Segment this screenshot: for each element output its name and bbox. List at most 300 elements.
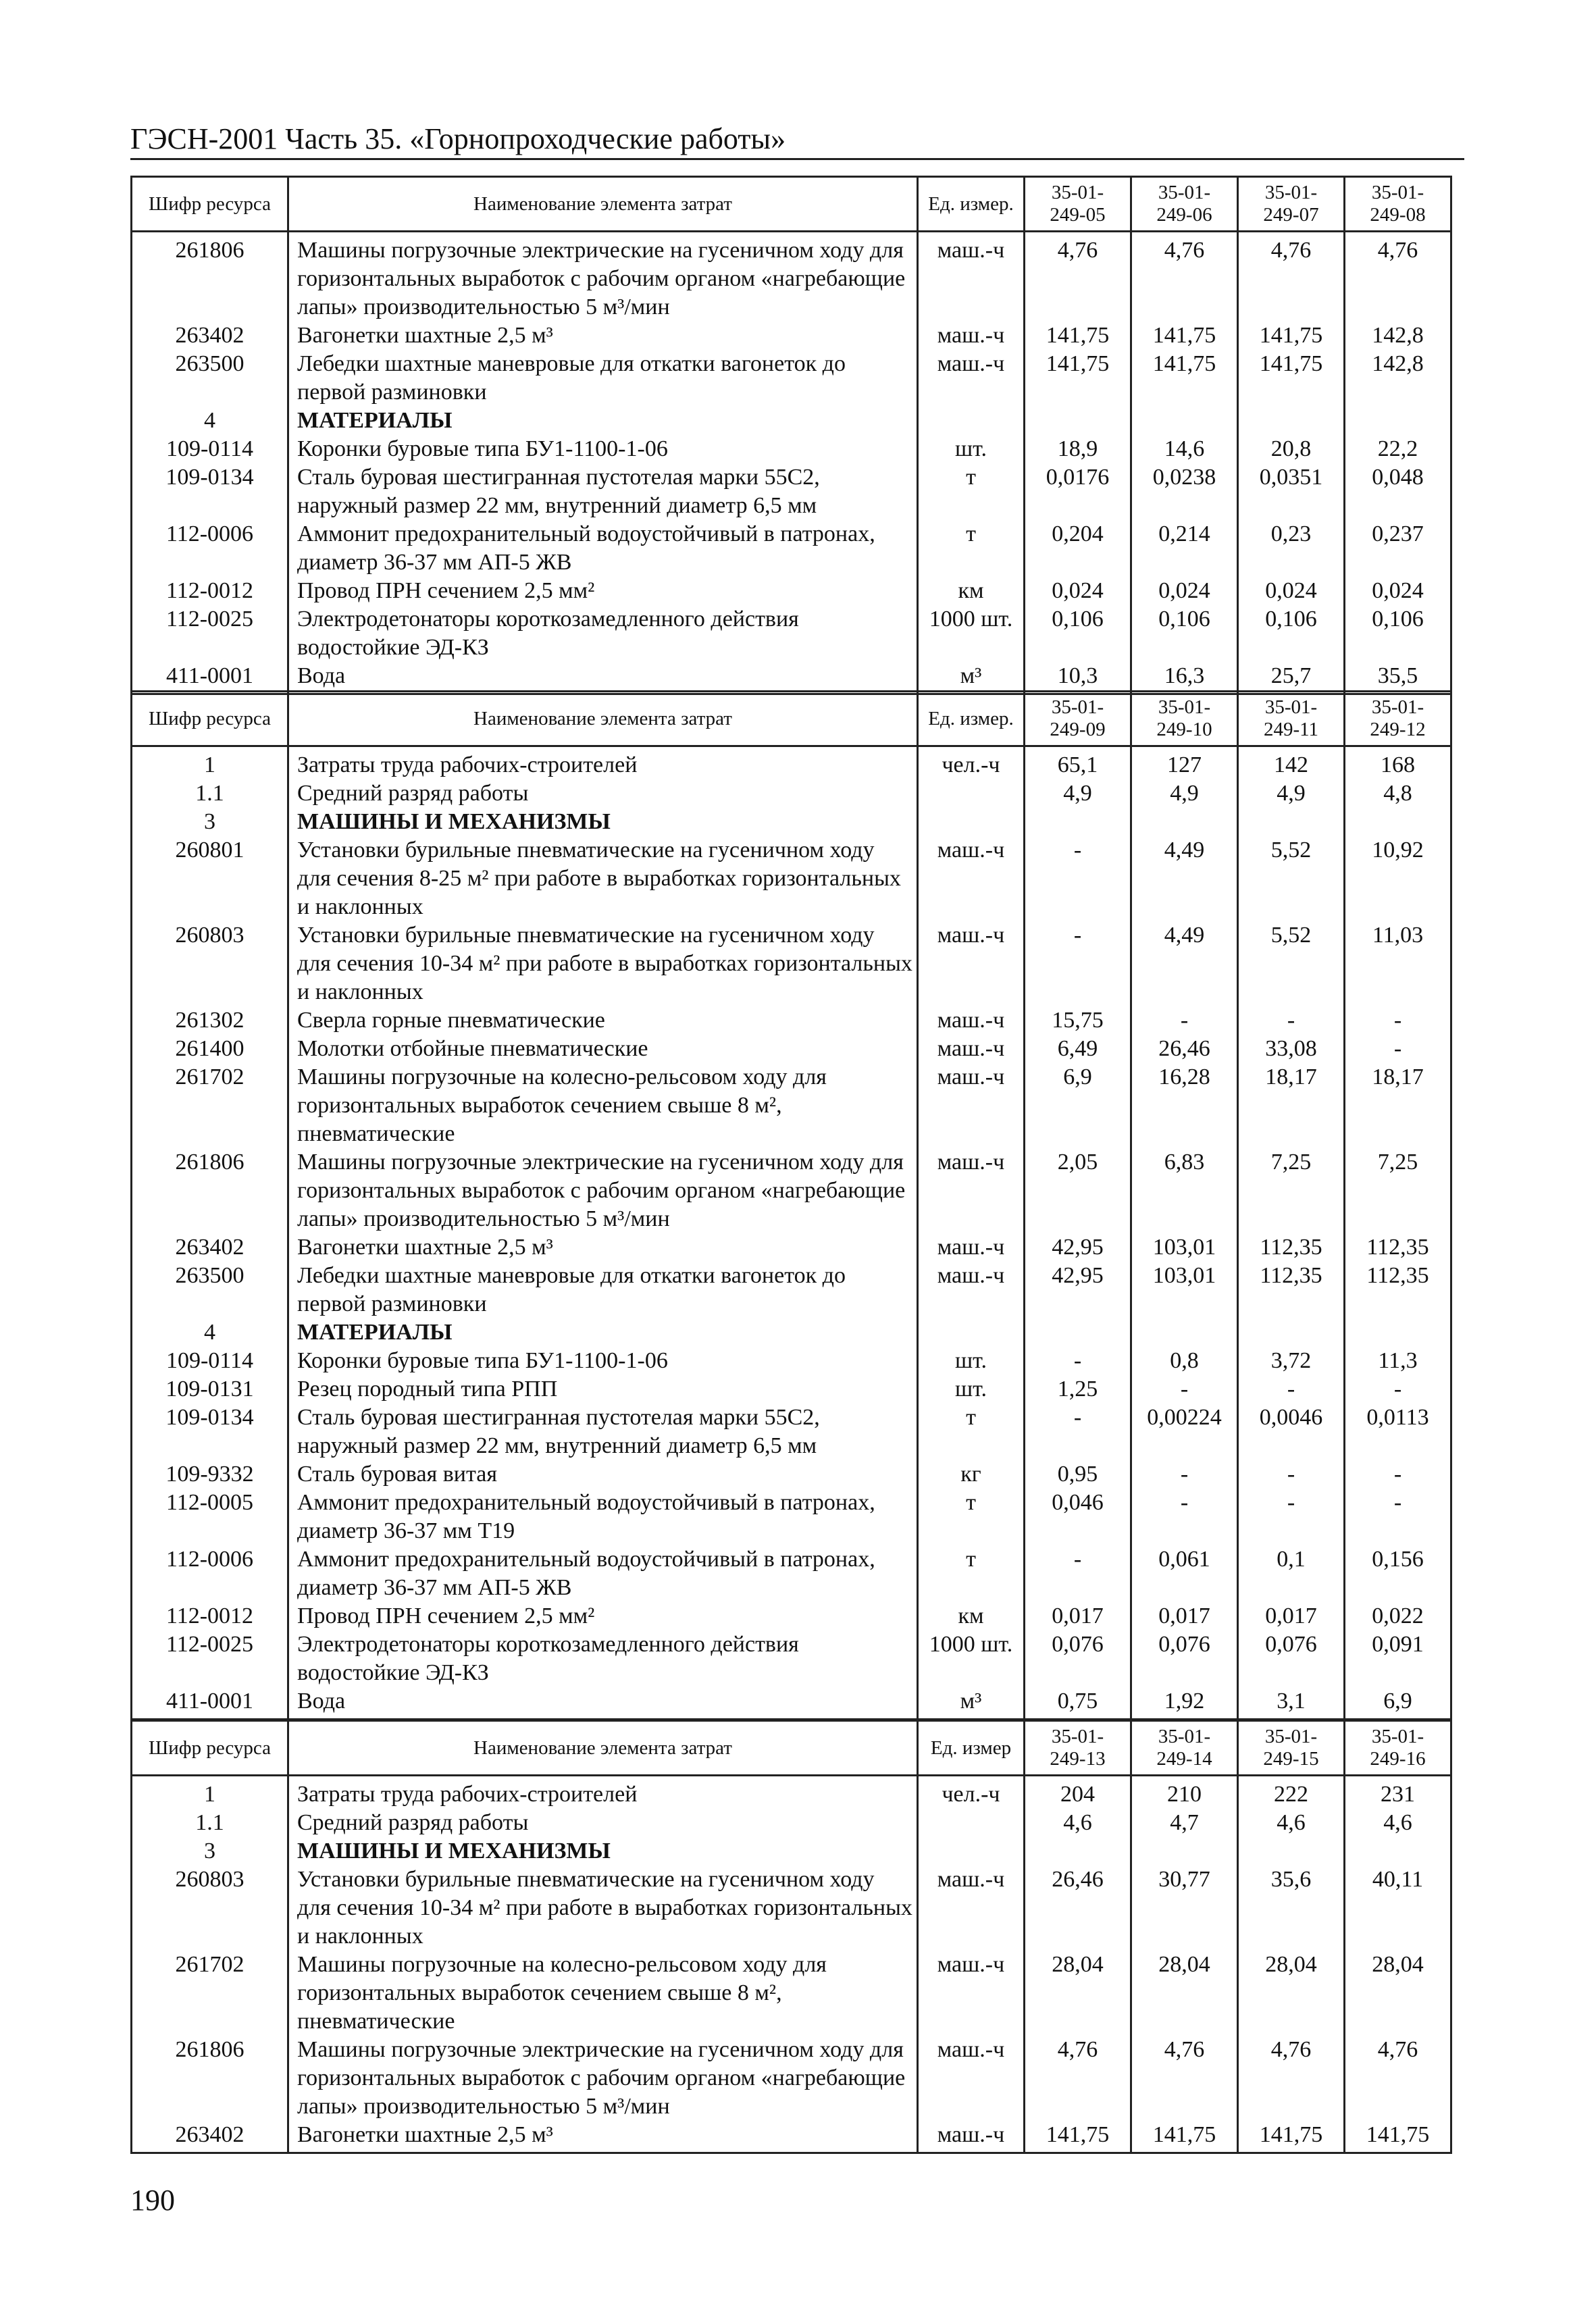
resource-value: 35,6 (1238, 1866, 1345, 1951)
resource-value: 4,9 (1238, 779, 1345, 808)
resource-value: - (1345, 1035, 1451, 1063)
resource-value: 0,23 (1238, 520, 1345, 577)
resource-unit: маш.-ч (918, 350, 1025, 407)
resource-value: - (1025, 1404, 1131, 1460)
resource-code: 112-0012 (132, 1602, 288, 1630)
resource-unit: чел.-ч (918, 746, 1025, 780)
resource-value: 0,00224 (1131, 1404, 1238, 1460)
resource-name: Аммонит предохранительный водоустойчивый в патронах, диаметр 36-37 мм АП-5 ЖВ (288, 520, 918, 577)
resource-value: 0,022 (1345, 1602, 1451, 1630)
resource-value (1131, 407, 1238, 435)
resource-value: 4,76 (1345, 2036, 1451, 2121)
resource-unit: чел.-ч (918, 1776, 1025, 1809)
resource-code: 1 (132, 1776, 288, 1809)
resource-unit: км (918, 1602, 1025, 1630)
resource-value: 28,04 (1025, 1951, 1131, 2036)
header-name: Наименование элемента затрат (288, 692, 918, 746)
table-body (132, 232, 1451, 694)
resource-value: 4,7 (1131, 1809, 1238, 1837)
resource-value: 16,3 (1131, 662, 1238, 694)
resource-value: 112,35 (1238, 1233, 1345, 1262)
resource-value (1025, 808, 1131, 836)
resource-row (132, 322, 1451, 350)
resource-name: Затраты труда рабочих-строителей (288, 746, 918, 780)
resource-row (132, 350, 1451, 407)
resource-unit (918, 1318, 1025, 1347)
resource-code: 109-0134 (132, 1404, 288, 1460)
header-name: Наименование элемента затрат (288, 177, 918, 232)
resource-row (132, 779, 1451, 808)
section-row (132, 1318, 1451, 1347)
resource-value: - (1131, 1375, 1238, 1404)
resource-row (132, 662, 1451, 694)
header-code: Шифр ресурса (132, 177, 288, 232)
resource-value: 4,76 (1345, 232, 1451, 322)
resource-code: 1.1 (132, 1809, 288, 1837)
resource-code: 261400 (132, 1035, 288, 1063)
resource-code: 112-0025 (132, 605, 288, 662)
resource-value: 4,76 (1025, 232, 1131, 322)
resource-unit: т (918, 520, 1025, 577)
resource-value: 18,17 (1345, 1063, 1451, 1148)
resource-row (132, 1602, 1451, 1630)
resource-row (132, 1063, 1451, 1148)
resource-value: 0,204 (1025, 520, 1131, 577)
resource-value: 1,92 (1131, 1687, 1238, 1720)
resource-code: 3 (132, 1837, 288, 1866)
resource-value (1345, 1837, 1451, 1866)
resource-value: 0,024 (1238, 577, 1345, 605)
resource-value: 28,04 (1238, 1951, 1345, 2036)
resource-code: 3 (132, 808, 288, 836)
resource-value: 4,76 (1131, 2036, 1238, 2121)
resource-code: 260801 (132, 836, 288, 921)
resource-row (132, 1866, 1451, 1951)
resource-value (1025, 1318, 1131, 1347)
resource-row (132, 1630, 1451, 1687)
resource-value: 0,237 (1345, 520, 1451, 577)
resource-unit: маш.-ч (918, 921, 1025, 1006)
resource-name: МАШИНЫ И МЕХАНИЗМЫ (288, 1837, 918, 1866)
table-head (132, 692, 1451, 746)
header-code: Шифр ресурса (132, 1721, 288, 1776)
resource-row (132, 2121, 1451, 2153)
header-norm-code: 35-01- 249-15 (1238, 1721, 1345, 1776)
resource-value: 35,5 (1345, 662, 1451, 694)
resource-unit: маш.-ч (918, 1063, 1025, 1148)
resource-value: 0,076 (1025, 1630, 1131, 1687)
resource-value: 103,01 (1131, 1262, 1238, 1318)
resource-name: Коронки буровые типа БУ1-1100-1-06 (288, 1347, 918, 1375)
resource-value: 0,0176 (1025, 463, 1131, 520)
resource-value: 65,1 (1025, 746, 1131, 780)
resource-value: 103,01 (1131, 1233, 1238, 1262)
resource-table-3 (130, 1720, 1452, 2154)
header-row (132, 692, 1451, 746)
header-rule (130, 158, 1464, 160)
resource-row (132, 2036, 1451, 2121)
resource-name: МАТЕРИАЛЫ (288, 1318, 918, 1347)
resource-code: 263500 (132, 1262, 288, 1318)
resource-unit: маш.-ч (918, 2036, 1025, 2121)
resource-value: 0,017 (1238, 1602, 1345, 1630)
table-head (132, 1721, 1451, 1776)
resource-value: 33,08 (1238, 1035, 1345, 1063)
resource-value: 0,091 (1345, 1630, 1451, 1687)
resource-name: Лебедки шахтные маневровые для откатки вагонеток до первой разминовки (288, 1262, 918, 1318)
resource-code: 1 (132, 746, 288, 780)
resource-unit: маш.-ч (918, 1262, 1025, 1318)
resource-code: 112-0025 (132, 1630, 288, 1687)
resource-row (132, 1687, 1451, 1720)
header-unit: Ед. измер. (918, 692, 1025, 746)
resource-value: 4,9 (1025, 779, 1131, 808)
resource-value: - (1131, 1489, 1238, 1545)
header-norm-code: 35-01- 249-12 (1345, 692, 1451, 746)
resource-code: 260803 (132, 1866, 288, 1951)
resource-name: Вода (288, 662, 918, 694)
resource-value: 141,75 (1025, 322, 1131, 350)
resource-name: Установки бурильные пневматические на гусеничном ходу для сечения 10-34 м² при работе в выработках горизонтальных и наклонных (288, 921, 918, 1006)
resource-value: 0,106 (1238, 605, 1345, 662)
resource-row (132, 746, 1451, 780)
resource-value: 4,6 (1345, 1809, 1451, 1837)
resource-name: Средний разряд работы (288, 1809, 918, 1837)
resource-value: 141,75 (1238, 322, 1345, 350)
resource-value: 0,0238 (1131, 463, 1238, 520)
resource-row (132, 836, 1451, 921)
resource-value: 28,04 (1131, 1951, 1238, 2036)
resource-value: 0,8 (1131, 1347, 1238, 1375)
resource-value: 4,49 (1131, 921, 1238, 1006)
resource-value: 141,75 (1238, 350, 1345, 407)
resource-unit: маш.-ч (918, 322, 1025, 350)
resource-code: 263402 (132, 1233, 288, 1262)
resource-row (132, 1148, 1451, 1233)
resource-value: 231 (1345, 1776, 1451, 1809)
resource-value: 1,25 (1025, 1375, 1131, 1404)
resource-row (132, 1809, 1451, 1837)
resource-value: 0,048 (1345, 463, 1451, 520)
resource-value: 4,76 (1131, 232, 1238, 322)
resource-name: Установки бурильные пневматические на гусеничном ходу для сечения 10-34 м² при работе в выработках горизонтальных и наклонных (288, 1866, 918, 1951)
resource-name: Резец породный типа РПП (288, 1375, 918, 1404)
resource-name: Вагонетки шахтные 2,5 м³ (288, 2121, 918, 2153)
resource-name: Сталь буровая шестигранная пустотелая марки 55С2, наружный размер 22 мм, внутренний диаметр 6,5 мм (288, 463, 918, 520)
resource-unit (918, 1809, 1025, 1837)
resource-value: 5,52 (1238, 836, 1345, 921)
resource-value: 0,017 (1131, 1602, 1238, 1630)
resource-value: 18,9 (1025, 435, 1131, 463)
resource-code: 263402 (132, 322, 288, 350)
resource-code: 112-0006 (132, 1545, 288, 1602)
resource-value: 210 (1131, 1776, 1238, 1809)
resource-code: 261806 (132, 232, 288, 322)
resource-unit (918, 808, 1025, 836)
resource-value: 42,95 (1025, 1233, 1131, 1262)
resource-name: Машины погрузочные на колесно-рельсовом ходу для горизонтальных выработок сечением свыше 8 м², пневматические (288, 1951, 918, 2036)
resource-name: Сталь буровая шестигранная пустотелая марки 55С2, наружный размер 22 мм, внутренний диаметр 6,5 мм (288, 1404, 918, 1460)
resource-unit: м³ (918, 662, 1025, 694)
resource-code: 109-0114 (132, 435, 288, 463)
resource-name: Затраты труда рабочих-строителей (288, 1776, 918, 1809)
resource-value: 5,52 (1238, 921, 1345, 1006)
resource-code: 4 (132, 1318, 288, 1347)
resource-unit: т (918, 1404, 1025, 1460)
resource-value: 4,6 (1025, 1809, 1131, 1837)
resource-name: МАШИНЫ И МЕХАНИЗМЫ (288, 808, 918, 836)
resource-value: 112,35 (1345, 1262, 1451, 1318)
resource-value: 0,0113 (1345, 1404, 1451, 1460)
resource-code: 112-0005 (132, 1489, 288, 1545)
resource-value: - (1025, 1347, 1131, 1375)
resource-row (132, 1404, 1451, 1460)
resource-value (1345, 1318, 1451, 1347)
resource-value: - (1131, 1460, 1238, 1489)
resource-name: Машины погрузочные электрические на гусеничном ходу для горизонтальных выработок с рабочим органом «нагребающие лапы» производительностью 5 м³/мин (288, 232, 918, 322)
resource-value: 4,76 (1025, 2036, 1131, 2121)
resource-value (1131, 808, 1238, 836)
resource-value: 18,17 (1238, 1063, 1345, 1148)
resource-value (1345, 808, 1451, 836)
resource-row (132, 1489, 1451, 1545)
resource-value (1025, 407, 1131, 435)
resource-value: 0,017 (1025, 1602, 1131, 1630)
header-norm-code: 35-01- 249-14 (1131, 1721, 1238, 1776)
resource-name: Машины погрузочные электрические на гусеничном ходу для горизонтальных выработок с рабочим органом «нагребающие лапы» производительностью 5 м³/мин (288, 2036, 918, 2121)
header-norm-code: 35-01- 249-09 (1025, 692, 1131, 746)
resource-row (132, 232, 1451, 322)
resource-value: 222 (1238, 1776, 1345, 1809)
resource-unit: т (918, 463, 1025, 520)
resource-code: 263500 (132, 350, 288, 407)
resource-code: 112-0012 (132, 577, 288, 605)
header-norm-code: 35-01- 249-06 (1131, 177, 1238, 232)
header-norm-code: 35-01- 249-10 (1131, 692, 1238, 746)
resource-value: 141,75 (1238, 2121, 1345, 2153)
resource-value: 0,1 (1238, 1545, 1345, 1602)
resource-unit: маш.-ч (918, 232, 1025, 322)
resource-value: 0,076 (1131, 1630, 1238, 1687)
resource-value: 10,92 (1345, 836, 1451, 921)
resource-value: 142 (1238, 746, 1345, 780)
resource-value: 4,9 (1131, 779, 1238, 808)
resource-value: 0,95 (1025, 1460, 1131, 1489)
resource-name: Машины погрузочные на колесно-рельсовом ходу для горизонтальных выработок сечением свыше 8 м², пневматические (288, 1063, 918, 1148)
resource-value: 11,3 (1345, 1347, 1451, 1375)
resource-value: 0,024 (1345, 577, 1451, 605)
resource-value: 3,72 (1238, 1347, 1345, 1375)
resource-code: 1.1 (132, 779, 288, 808)
resource-value: 0,024 (1025, 577, 1131, 605)
header-norm-code: 35-01- 249-11 (1238, 692, 1345, 746)
resource-code: 261702 (132, 1951, 288, 2036)
resource-name: Аммонит предохранительный водоустойчивый в патронах, диаметр 36-37 мм Т19 (288, 1489, 918, 1545)
resource-name: Вагонетки шахтные 2,5 м³ (288, 1233, 918, 1262)
header-unit: Ед. измер (918, 1721, 1025, 1776)
table-body (132, 746, 1451, 1720)
resource-value: 204 (1025, 1776, 1131, 1809)
resource-value: 141,75 (1131, 322, 1238, 350)
resource-unit: маш.-ч (918, 1233, 1025, 1262)
resource-unit: шт. (918, 435, 1025, 463)
resource-value: - (1025, 836, 1131, 921)
resource-name: Коронки буровые типа БУ1-1100-1-06 (288, 435, 918, 463)
resource-code: 411-0001 (132, 662, 288, 694)
resource-value (1238, 1837, 1345, 1866)
resource-name: МАТЕРИАЛЫ (288, 407, 918, 435)
resource-unit: 1000 шт. (918, 1630, 1025, 1687)
resource-name: Установки бурильные пневматические на гусеничном ходу для сечения 8-25 м² при работе в выработках горизонтальных и наклонных (288, 836, 918, 921)
resource-name: Средний разряд работы (288, 779, 918, 808)
resource-value: 10,3 (1025, 662, 1131, 694)
resource-value: 26,46 (1131, 1035, 1238, 1063)
resource-value (1345, 407, 1451, 435)
resource-value: 26,46 (1025, 1866, 1131, 1951)
resource-value (1025, 1837, 1131, 1866)
resource-table-2 (130, 690, 1452, 1720)
resource-name: Провод ПРН сечением 2,5 мм² (288, 1602, 918, 1630)
resource-code: 4 (132, 407, 288, 435)
resource-unit: т (918, 1545, 1025, 1602)
resource-unit: маш.-ч (918, 836, 1025, 921)
header-unit: Ед. измер. (918, 177, 1025, 232)
resource-code: 261702 (132, 1063, 288, 1148)
resource-value: - (1238, 1006, 1345, 1035)
resource-code: 109-9332 (132, 1460, 288, 1489)
resource-value: 7,25 (1238, 1148, 1345, 1233)
resource-unit: км (918, 577, 1025, 605)
resource-value: - (1345, 1460, 1451, 1489)
resource-value: 112,35 (1345, 1233, 1451, 1262)
resource-unit: маш.-ч (918, 1035, 1025, 1063)
resource-unit (918, 779, 1025, 808)
resource-name: Сталь буровая витая (288, 1460, 918, 1489)
header-norm-code: 35-01- 249-05 (1025, 177, 1131, 232)
resource-value: 15,75 (1025, 1006, 1131, 1035)
resource-value: 142,8 (1345, 350, 1451, 407)
resource-unit: м³ (918, 1687, 1025, 1720)
resource-value: 0,046 (1025, 1489, 1131, 1545)
resource-value: 0,156 (1345, 1545, 1451, 1602)
resource-value: 0,0351 (1238, 463, 1345, 520)
resource-value: 141,75 (1131, 2121, 1238, 2153)
resource-value: 42,95 (1025, 1262, 1131, 1318)
resource-unit: т (918, 1489, 1025, 1545)
resource-code: 261806 (132, 2036, 288, 2121)
resource-name: Молотки отбойные пневматические (288, 1035, 918, 1063)
resource-name: Вода (288, 1687, 918, 1720)
header-code: Шифр ресурса (132, 692, 288, 746)
table-head (132, 177, 1451, 232)
resource-value: 28,04 (1345, 1951, 1451, 2036)
resource-value: 0,024 (1131, 577, 1238, 605)
resource-code: 109-0131 (132, 1375, 288, 1404)
resource-unit: маш.-ч (918, 2121, 1025, 2153)
resource-code: 109-0134 (132, 463, 288, 520)
resource-value: 16,28 (1131, 1063, 1238, 1148)
resource-value: 22,2 (1345, 435, 1451, 463)
resource-value: 141,75 (1025, 350, 1131, 407)
resource-name: Аммонит предохранительный водоустойчивый в патронах, диаметр 36-37 мм АП-5 ЖВ (288, 1545, 918, 1602)
resource-value: 0,076 (1238, 1630, 1345, 1687)
resource-name: Сверла горные пневматические (288, 1006, 918, 1035)
resource-name: Вагонетки шахтные 2,5 м³ (288, 322, 918, 350)
resource-code: 260803 (132, 921, 288, 1006)
resource-value: 4,49 (1131, 836, 1238, 921)
resource-row (132, 1375, 1451, 1404)
resource-value: 141,75 (1131, 350, 1238, 407)
resource-row (132, 1006, 1451, 1035)
header-norm-code: 35-01- 249-08 (1345, 177, 1451, 232)
resource-value: 0,106 (1131, 605, 1238, 662)
resource-unit: 1000 шт. (918, 605, 1025, 662)
resource-value (1238, 407, 1345, 435)
resource-row (132, 1262, 1451, 1318)
resource-value: 14,6 (1131, 435, 1238, 463)
resource-value: 40,11 (1345, 1866, 1451, 1951)
resource-table-1 (130, 176, 1452, 695)
resource-name: Лебедки шахтные маневровые для откатки вагонеток до первой разминовки (288, 350, 918, 407)
resource-value: - (1238, 1489, 1345, 1545)
section-row (132, 808, 1451, 836)
resource-value: 25,7 (1238, 662, 1345, 694)
resource-value: 168 (1345, 746, 1451, 780)
resource-value (1131, 1837, 1238, 1866)
resource-value: 142,8 (1345, 322, 1451, 350)
resource-value: 20,8 (1238, 435, 1345, 463)
resource-unit (918, 1837, 1025, 1866)
resource-value: - (1131, 1006, 1238, 1035)
resource-row (132, 1035, 1451, 1063)
resource-value: 2,05 (1025, 1148, 1131, 1233)
resource-unit: шт. (918, 1347, 1025, 1375)
resource-row (132, 1233, 1451, 1262)
resource-value: 0,061 (1131, 1545, 1238, 1602)
resource-value: - (1025, 921, 1131, 1006)
resource-row (132, 1776, 1451, 1809)
resource-code: 261302 (132, 1006, 288, 1035)
resource-value: 4,76 (1238, 2036, 1345, 2121)
resource-value: - (1345, 1006, 1451, 1035)
resource-value: 0,75 (1025, 1687, 1131, 1720)
resource-row (132, 463, 1451, 520)
resource-name: Электродетонаторы короткозамедленного действия водостойкие ЭД-КЗ (288, 605, 918, 662)
resource-name: Провод ПРН сечением 2,5 мм² (288, 577, 918, 605)
resource-row (132, 1545, 1451, 1602)
resource-unit: маш.-ч (918, 1006, 1025, 1035)
resource-value (1238, 808, 1345, 836)
resource-code: 109-0114 (132, 1347, 288, 1375)
resource-value: 127 (1131, 746, 1238, 780)
resource-value: - (1345, 1375, 1451, 1404)
resource-name: Машины погрузочные электрические на гусеничном ходу для горизонтальных выработок с рабочим органом «нагребающие лапы» производительностью 5 м³/мин (288, 1148, 918, 1233)
resource-value: 0,214 (1131, 520, 1238, 577)
header-norm-code: 35-01- 249-16 (1345, 1721, 1451, 1776)
header-name: Наименование элемента затрат (288, 1721, 918, 1776)
resource-value: 141,75 (1025, 2121, 1131, 2153)
resource-value: 6,83 (1131, 1148, 1238, 1233)
resource-value: - (1345, 1489, 1451, 1545)
resource-value: - (1238, 1460, 1345, 1489)
resource-value: 0,106 (1025, 605, 1131, 662)
page-header: ГЭСН-2001 Часть 35. «Горнопроходческие работы» (130, 122, 786, 155)
resource-unit: маш.-ч (918, 1951, 1025, 2036)
resource-unit: кг (918, 1460, 1025, 1489)
resource-value: 6,9 (1025, 1063, 1131, 1148)
resource-code: 263402 (132, 2121, 288, 2153)
resource-value: - (1025, 1545, 1131, 1602)
